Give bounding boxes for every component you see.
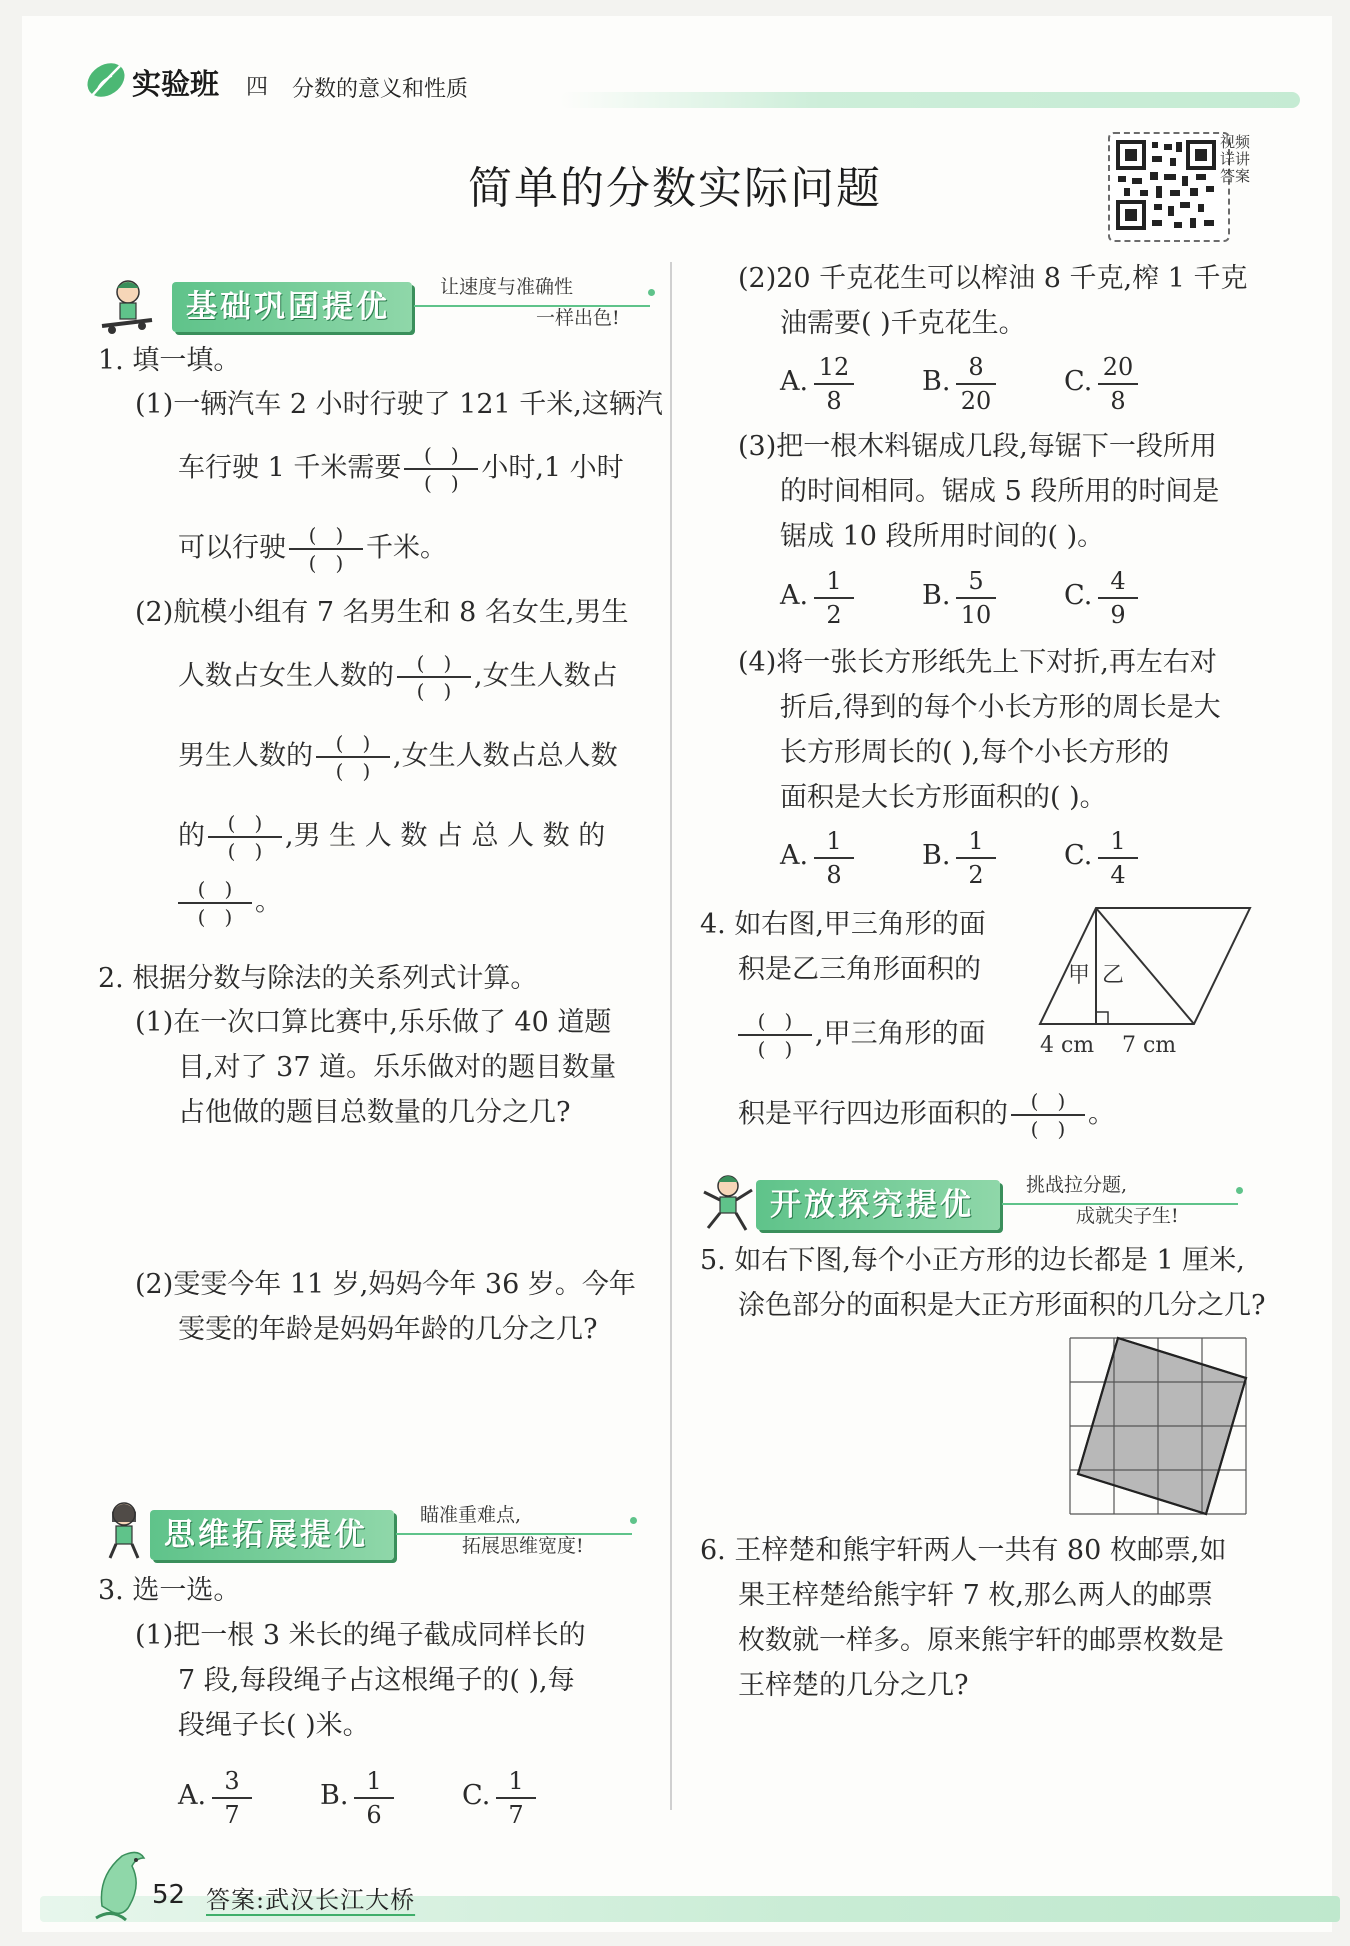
option-label[interactable]: C. [462, 1780, 491, 1811]
skateboard-kid-icon [98, 276, 156, 338]
option-fraction[interactable] [956, 354, 996, 414]
answer-fraction-blank[interactable]: ( ) ( ) [1011, 1090, 1085, 1140]
q3-1-line3: 段绳子长( )米。 [178, 1710, 370, 1741]
option-label[interactable]: B. [922, 580, 951, 611]
series-name: 实验班 [132, 67, 220, 101]
fraction-denominator: 6 [366, 1801, 382, 1829]
q1-2-line1: (2)航模小组有 7 名男生和 8 名女生,男生 [135, 597, 629, 628]
fraction-denominator: 10 [960, 601, 992, 629]
q6-line1: 6. 王梓楚和熊宇轩两人一共有 80 枚邮票,如 [700, 1535, 1227, 1566]
option-label[interactable]: C. [1064, 366, 1093, 397]
fraction-denominator: 4 [1110, 861, 1126, 889]
qr-code-icon[interactable] [1108, 132, 1230, 242]
q1-heading: 1. 填一填。 [98, 345, 241, 376]
column-divider [670, 262, 672, 1810]
option-fraction[interactable] [814, 568, 854, 628]
fraction-bar [814, 597, 854, 599]
q3-4-line1: (4)将一张长方形纸先上下对折,再左右对 [738, 647, 1217, 678]
fraction-numerator: 12 [818, 353, 850, 381]
q5-line2: 涂色部分的面积是大正方形面积的几分之几? [738, 1290, 1266, 1321]
option-label[interactable]: A. [780, 580, 809, 611]
option-fraction[interactable] [814, 354, 854, 414]
triangle-jia-label: 甲 [1068, 963, 1091, 988]
option-label[interactable]: A. [780, 366, 809, 397]
q1-1-line2: 车行驶 1 千米需要 ( ) ( ) 小时,1 小时 [178, 443, 624, 495]
option-label[interactable]: C. [1064, 840, 1093, 871]
answer-fraction-blank[interactable]: ( ) ( ) [208, 812, 282, 862]
q3-3-line1: (3)把一根木料锯成几段,每锯下一段所用 [738, 431, 1217, 462]
q3-2-line2: 油需要( )千克花生。 [780, 308, 1026, 339]
q2-2-line1: (2)雯雯今年 11 岁,妈妈今年 36 岁。今年 [135, 1269, 636, 1300]
option-label[interactable]: C. [1064, 580, 1093, 611]
q2-1-line2: 目,对了 37 道。乐乐做对的题目数量 [178, 1052, 617, 1083]
q2-1-line1: (1)在一次口算比赛中,乐乐做了 40 道题 [135, 1007, 612, 1038]
answer-fraction-blank[interactable]: ( ) ( ) [316, 732, 390, 782]
qr-caption: 视频详讲答案 [1220, 133, 1251, 185]
q2-heading: 2. 根据分数与除法的关系列式计算。 [98, 963, 538, 994]
right-length-label: 7 cm [1122, 1033, 1177, 1058]
fraction-bar [814, 857, 854, 859]
banner-dot [630, 1517, 637, 1524]
header-stripe [560, 92, 1300, 108]
option-fraction[interactable] [212, 1768, 252, 1828]
banner-dot [648, 289, 655, 296]
fraction-numerator: 1 [1110, 827, 1126, 855]
fraction-bar [956, 857, 996, 859]
q3-4-line4: 面积是大长方形面积的( )。 [780, 782, 1107, 813]
q3-3-line3: 锯成 10 段所用时间的( )。 [780, 521, 1105, 552]
fraction-bar [1098, 857, 1138, 859]
option-fraction[interactable] [1098, 568, 1138, 628]
section-banner-explore [756, 1180, 1000, 1230]
fraction-bar [814, 383, 854, 385]
option-fraction[interactable] [1098, 354, 1138, 414]
section-note-explore-2: 成就尖子生! [1076, 1205, 1179, 1227]
fraction-numerator: 20 [1102, 353, 1134, 381]
fraction-numerator: 1 [826, 827, 842, 855]
fraction-bar [1098, 383, 1138, 385]
grid-square-figure [1068, 1336, 1250, 1516]
fraction-denominator: 9 [1110, 601, 1126, 629]
page-title: 简单的分数实际问题 [468, 163, 882, 214]
section-note-basic-2: 一样出色! [536, 307, 620, 329]
fraction-denominator: 2 [826, 601, 842, 629]
fraction-numerator: 5 [968, 567, 984, 595]
option-label[interactable]: B. [922, 366, 951, 397]
option-label[interactable]: B. [922, 840, 951, 871]
answer-note: 答案:武汉长江大桥 [206, 1886, 416, 1914]
fraction-denominator: 8 [826, 861, 842, 889]
answer-fraction-blank[interactable]: ( ) ( ) [178, 878, 252, 928]
q2-1-line3: 占他做的题目总数量的几分之几? [178, 1097, 571, 1128]
fraction-numerator: 3 [224, 1767, 240, 1795]
parallelogram-figure [1036, 900, 1256, 1060]
section-note-thinking-2: 拓展思维宽度! [462, 1535, 584, 1557]
fraction-bar [354, 1797, 394, 1799]
q1-2-line3: 男生人数的 ( ) ( ) ,女生人数占总人数 [178, 731, 618, 783]
answer-fraction-blank[interactable]: ( ) ( ) [397, 652, 471, 702]
option-fraction[interactable] [956, 568, 996, 628]
section-label-explore: 开放探究提优 [770, 1187, 974, 1223]
fraction-numerator: 8 [968, 353, 984, 381]
banner-dot [1236, 1187, 1243, 1194]
fraction-numerator: 4 [1110, 567, 1126, 595]
fraction-bar [212, 1797, 252, 1799]
q3-4-line3: 长方形周长的( ),每个小长方形的 [780, 737, 1170, 768]
fraction-denominator: 2 [968, 861, 984, 889]
banner-line [1002, 1203, 1238, 1205]
page-number: 52 [152, 1880, 186, 1910]
q5-line1: 5. 如右下图,每个小正方形的边长都是 1 厘米, [700, 1245, 1245, 1276]
q3-3-line2: 的时间相同。锯成 5 段所用的时间是 [780, 476, 1220, 507]
section-label-thinking: 思维拓展提优 [164, 1517, 368, 1553]
chapter-title: 分数的意义和性质 [292, 77, 469, 102]
option-fraction[interactable] [1098, 828, 1138, 888]
q4-line1: 4. 如右图,甲三角形的面 [700, 909, 986, 940]
option-label[interactable]: A. [178, 1780, 207, 1811]
running-kid-icon [698, 1172, 756, 1234]
fraction-denominator: 7 [508, 1801, 524, 1829]
fraction-numerator: 1 [366, 1767, 382, 1795]
q4-line3: ( ) ( ) ,甲三角形的面 [735, 1010, 986, 1060]
option-label[interactable]: A. [780, 840, 809, 871]
answer-fraction-blank[interactable]: ( ) ( ) [738, 1010, 812, 1060]
option-fraction[interactable] [354, 1768, 394, 1828]
option-fraction[interactable] [496, 1768, 536, 1828]
q2-2-line2: 雯雯的年龄是妈妈年龄的几分之几? [178, 1314, 598, 1345]
q4-line2: 积是乙三角形面积的 [738, 954, 981, 985]
fraction-numerator: 1 [826, 567, 842, 595]
q1-1-line1: (1)一辆汽车 2 小时行驶了 121 千米,这辆汽 [135, 389, 663, 420]
answer-fraction-blank[interactable]: ( ) ( ) [404, 444, 478, 494]
option-fraction[interactable] [814, 828, 854, 888]
fraction-numerator: 1 [968, 827, 984, 855]
q3-2-line1: (2)20 千克花生可以榨油 8 千克,榨 1 千克 [738, 263, 1248, 294]
q4-line4: 积是平行四边形面积的 ( ) ( ) 。 [738, 1089, 1115, 1141]
leaf-logo-icon [82, 58, 128, 104]
q3-4-line2: 折后,得到的每个小长方形的周长是大 [780, 692, 1221, 723]
option-label[interactable]: B. [320, 1780, 349, 1811]
fraction-denominator: 8 [826, 387, 842, 415]
q1-2-line5: ( ) ( ) 。 [175, 878, 282, 928]
section-label-basic: 基础巩固提优 [186, 289, 390, 325]
q1-2-line2: 人数占女生人数的 ( ) ( ) ,女生人数占 [178, 651, 618, 703]
q6-line3: 枚数就一样多。原来熊宇轩的邮票枚数是 [738, 1625, 1224, 1656]
q6-line4: 王梓楚的几分之几? [738, 1670, 969, 1701]
fraction-bar [956, 597, 996, 599]
q6-line2: 果王梓楚给熊宇轩 7 枚,那么两人的邮票 [738, 1580, 1213, 1611]
section-banner-basic [172, 282, 412, 332]
fraction-denominator: 7 [224, 1801, 240, 1829]
section-banner-thinking [150, 1510, 394, 1560]
q3-1-line1: (1)把一根 3 米长的绳子截成同样长的 [135, 1620, 586, 1651]
section-note-basic-1: 让速度与准确性 [440, 276, 574, 298]
q3-1-line2: 7 段,每段绳子占这根绳子的( ),每 [178, 1665, 575, 1696]
fraction-denominator: 20 [960, 387, 992, 415]
banner-line [396, 1533, 632, 1535]
fraction-numerator: 1 [508, 1767, 524, 1795]
q1-2-line4: 的 ( ) ( ) ,男 生 人 数 占 总 人 数 的 [178, 811, 606, 863]
fraction-bar [956, 383, 996, 385]
section-note-explore-1: 挑战拉分题, [1026, 1174, 1128, 1196]
section-note-thinking-1: 瞄准重难点, [420, 1504, 522, 1526]
left-length-label: 4 cm [1040, 1033, 1095, 1058]
q1-1-line3: 可以行驶 ( ) ( ) 千米。 [178, 523, 447, 575]
fraction-denominator: 8 [1110, 387, 1126, 415]
fraction-bar [496, 1797, 536, 1799]
girl-mascot-icon [96, 1498, 154, 1560]
unit-number: 四 [246, 75, 269, 100]
q3-heading: 3. 选一选。 [98, 1575, 241, 1606]
banner-line [414, 305, 650, 307]
answer-fraction-blank[interactable]: ( ) ( ) [289, 524, 363, 574]
option-fraction[interactable] [956, 828, 996, 888]
fraction-bar [1098, 597, 1138, 599]
dolphin-icon [92, 1846, 152, 1926]
triangle-yi-label: 乙 [1102, 963, 1125, 988]
